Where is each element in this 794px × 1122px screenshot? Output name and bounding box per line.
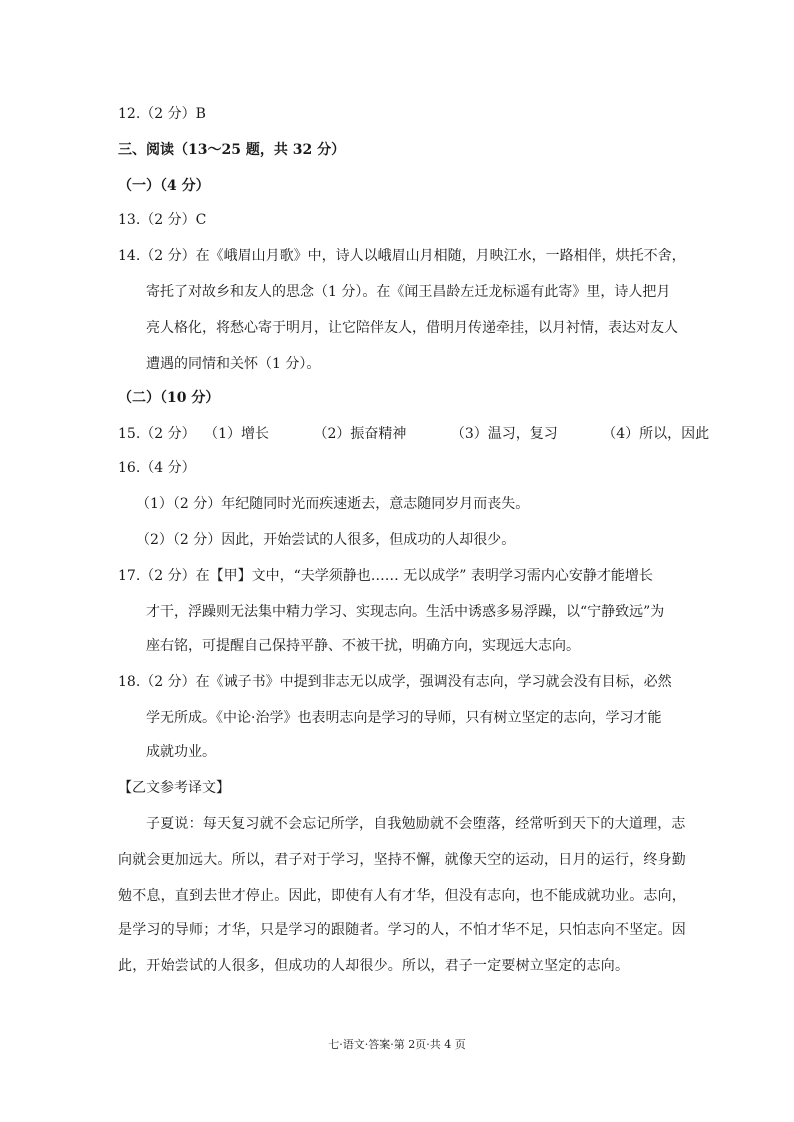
answer-14-line-1: 14.（2 分）在《峨眉山月歌》中，诗人以峨眉山月相随，月映江水，一路相伴，烘托不舍，: [118, 248, 686, 264]
answer-17-line-2: 才干，浮躁则无法集中精力学习、实现志向。生活中诱惑多易浮躁，以“宁静致远”为: [146, 604, 665, 620]
answer-15-item-1: （1）增长: [204, 426, 269, 442]
answer-15-item-4: （4）所以，因此: [602, 426, 710, 442]
answer-15: [118, 424, 709, 444]
answer-14-line-4: 遭遇的同情和关怀（1 分）。: [146, 356, 321, 372]
answer-13: 13.（2 分）C: [118, 212, 207, 228]
page-footer: 七·语文·答案·第 2页·共 4 页: [328, 1038, 466, 1051]
answer-18-line-3: 成就功业。: [146, 744, 216, 760]
part-1-heading: （一）（4 分）: [118, 178, 210, 194]
answer-16-2: （2）（2 分）因此，开始尝试的人很多，但成功的人却很少。: [136, 532, 516, 548]
part-2-heading: （二）（10 分）: [118, 390, 220, 406]
translation-line-4: 是学习的导师；才华，只是学习的跟随者。学习的人，不怕才华不足，只怕志向不坚定。因: [118, 922, 686, 938]
answer-15-item-2: （2）振奋精神: [313, 426, 407, 442]
translation-line-3: 勉不息，直到去世才停止。因此，即使有人有才华，但没有志向，也不能成就功业。志向，: [118, 888, 686, 904]
section-3-heading: 三、阅读（13～25 题，共 32 分）: [118, 142, 346, 158]
translation-line-2: 向就会更加远大。所以，君子对于学习，坚持不懈，就像天空的运动，日月的运行，终身勤: [118, 852, 686, 868]
translation-line-1: 子夏说：每天复习就不会忘记所学，自我勉励就不会堕落，经常听到天下的大道理，志: [146, 816, 686, 832]
answer-15-item-3: （3）温习，复习: [450, 426, 558, 442]
answer-12: 12.（2 分）B: [118, 106, 206, 122]
answer-18-line-2: 学无所成。《中论·治学》也表明志向是学习的导师，只有树立坚定的志向，学习才能: [146, 710, 662, 726]
translation-line-5: 此，开始尝试的人很多，但成功的人却很少。所以，君子一定要树立坚定的志向。: [118, 958, 630, 974]
answer-15-prefix: 15.（2 分）: [118, 426, 196, 442]
answer-14-line-3: 亮人格化，将愁心寄于明月，让它陪伴友人，借明月传递牵挂，以月衬情，表达对友人: [146, 320, 678, 336]
translation-heading: 【乙文参考译文】: [118, 780, 230, 796]
answer-17-line-3: 座右铭，可提醒自己保持平静、不被干扰，明确方向，实现远大志向。: [146, 638, 580, 654]
answer-18-line-1: 18.（2 分）在《诫子书》中提到非志无以成学，强调没有志向，学习就会没有目标，必然: [118, 674, 672, 690]
answer-16-1: （1）（2 分）年纪随同时光而疾速逝去，意志随同岁月而丧失。: [136, 496, 530, 512]
answer-16: 16.（4 分）: [118, 460, 196, 476]
answer-14-line-2: 寄托了对故乡和友人的思念（1 分）。在《闻王昌龄左迁龙标遥有此寄》里，诗人把月: [146, 284, 671, 300]
answer-17-line-1: 17.（2 分）在【甲】文中，“夫学须静也…… 无以成学” 表明学习需内心安静才能增长: [118, 568, 653, 584]
